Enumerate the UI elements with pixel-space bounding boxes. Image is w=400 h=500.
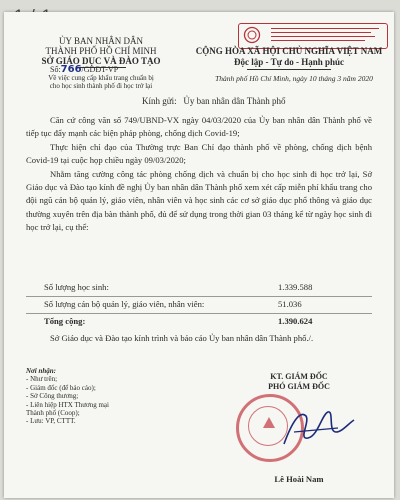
- nation-line-1: CỘNG HÒA XÃ HỘI CHỦ NGHĨA VIỆT NAM: [195, 46, 383, 56]
- distribution-title: Nơi nhận:: [26, 367, 57, 375]
- stat-row-total: [26, 314, 372, 330]
- distribution-item: - Giám đốc (để báo cáo);: [26, 383, 96, 392]
- distribution-item: Thành phố (Coop);: [26, 409, 80, 418]
- distribution-item: - Như trên;: [26, 375, 58, 384]
- subject-line-1: Về việc cung cấp khẩu trang chuẩn bị: [48, 74, 154, 82]
- recipient-line: [142, 96, 285, 106]
- nation-underline: [247, 69, 331, 70]
- mask-quantity-table: [26, 280, 372, 330]
- stat-label: Số lượng cán bộ quản lý, giáo viên, nhân viên:: [44, 299, 205, 309]
- seal-icon: [242, 26, 262, 44]
- recipient-name: Ủy ban nhân dân Thành phố: [183, 96, 286, 106]
- distribution-list: [26, 367, 176, 426]
- subject-line-2: cho học sinh thành phố đi học trở lại: [49, 82, 153, 90]
- stamp-text-line: [271, 40, 365, 41]
- total-label: Tổng cộng:: [44, 316, 86, 326]
- document-page: [4, 12, 394, 498]
- agency-line-2: THÀNH PHỐ HỒ CHÍ MINH: [45, 46, 157, 56]
- stat-row-students: [26, 280, 372, 297]
- body-paragraph-1: Căn cứ công văn số 749/UBND-VX ngày 04/03/2020 của Ủy ban nhân dân Thành phố về tiếp tục đẩy mạnh các biện pháp phòng, chống dịch Covid-19;: [26, 115, 372, 139]
- recipient-label: Kính gửi:: [142, 96, 177, 106]
- closing-paragraph: Sở Giáo dục và Đào tạo kính trình và báo cáo Ủy ban nhân dân Thành phố./.: [50, 333, 314, 343]
- nation-line-2: Độc lập - Tự do - Hạnh phúc: [233, 57, 344, 67]
- signer-name: Lê Hoài Nam: [274, 474, 324, 484]
- stat-label: Số lượng học sinh:: [44, 282, 109, 292]
- place-and-date: Thành phố Hồ Chí Minh, ngày 10 tháng 3 năm 2020: [215, 74, 373, 83]
- letter-body: [26, 114, 372, 235]
- signer-title-1: KT. GIÁM ĐỐC: [270, 372, 328, 381]
- total-value: 1.390.624: [278, 316, 313, 326]
- department-name: SỞ GIÁO DỤC VÀ ĐÀO TẠO: [41, 56, 161, 66]
- stamp-text-line: [271, 32, 371, 33]
- distribution-item: - Sở Công thương;: [26, 392, 79, 401]
- number-prefix: Số:: [50, 65, 61, 74]
- stamp-text-line: [271, 36, 375, 37]
- body-paragraph-3: Nhằm tăng cường công tác phòng chống dịch và chuẩn bị cho học sinh đi học trở lại, Sở Giáo dục và Đào tạo kính đề nghị Ủy ban nhân dân Thành phố xem xét cấp miễn phí khẩu trang cho đội ngũ cán bộ quản lý, giáo viên, nhân viên và học sinh các cơ sở giáo dục phổ thông và giáo dục thường xuyên trên địa bàn thành phố, đủ để sử dụng trong thời gian 03 tháng kể từ ngày học sinh đi học trở lại, cụ thể:: [26, 168, 372, 233]
- seal-star-icon: [263, 417, 275, 428]
- stat-value: 1.339.588: [278, 282, 313, 292]
- document-subject: [26, 74, 176, 90]
- distribution-item: - Lưu: VP, CTTT.: [26, 417, 76, 426]
- stat-row-staff: [26, 297, 372, 314]
- signature-block: [214, 372, 384, 484]
- body-paragraph-2: Thực hiện chỉ đạo của Thường trực Ban Chỉ đạo thành phố về phòng, chống dịch bệnh Covid-19 tại cuộc họp chiều ngày 09/03/2020;: [26, 141, 372, 166]
- number-suffix: /GDĐT-VP: [81, 65, 119, 74]
- stamp-text-line: [271, 28, 379, 29]
- distribution-item: - Liên hiệp HTX Thương mại: [26, 400, 109, 409]
- handwritten-signature: [278, 402, 358, 454]
- agency-line-1: ỦY BAN NHÂN DÂN: [59, 36, 143, 46]
- signer-title-2: PHÓ GIÁM ĐỐC: [268, 382, 330, 391]
- national-header: [184, 46, 394, 70]
- stat-value: 51.036: [278, 299, 302, 309]
- handwritten-number: 766: [60, 64, 82, 75]
